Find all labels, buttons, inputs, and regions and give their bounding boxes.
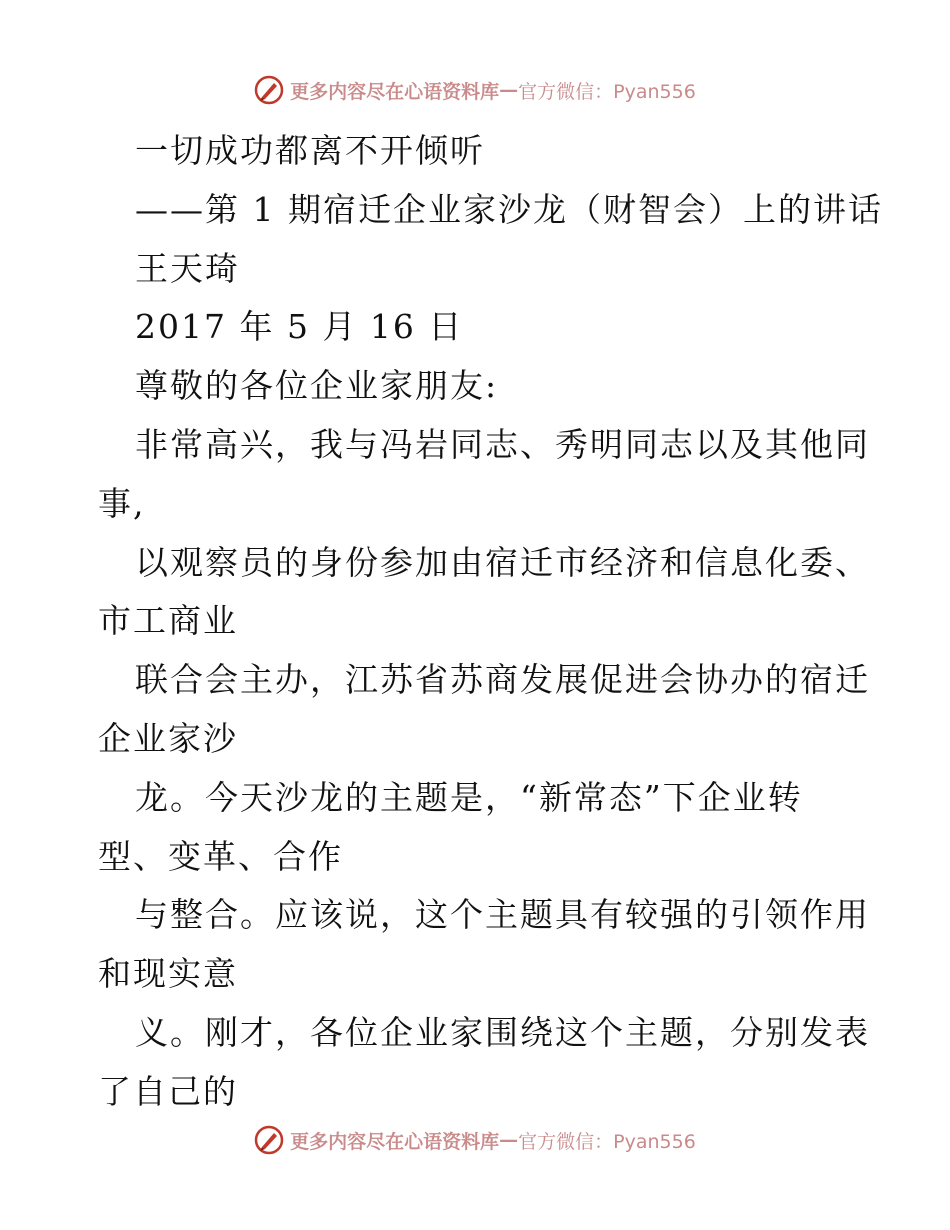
text-line: 王天琦	[135, 248, 240, 288]
text-line: 2017 年 5 月 16 日	[135, 307, 464, 347]
text-line: 龙。今天沙龙的主题是，“新常态”下企业转	[135, 777, 803, 817]
text-line: 联合会主办，江苏省苏商发展促进会协办的宿迁	[135, 660, 870, 700]
text-line: 尊敬的各位企业家朋友:	[135, 366, 499, 406]
text-line: 了自己的	[98, 1071, 238, 1111]
text-line: 事,	[98, 483, 146, 523]
text-line: 一切成功都离不开倾听	[135, 131, 485, 170]
footer-banner	[0, 1120, 950, 1160]
text-line: 市工商业	[98, 601, 238, 641]
text-line: 企业家沙	[98, 718, 238, 758]
text-line: 非常高兴，我与冯岩同志、秀明同志以及其他同	[135, 424, 870, 464]
banner-wechat: 官方微信：Pyan556	[518, 1130, 696, 1153]
text-line: 义。刚才，各位企业家围绕这个主题，分别发表	[135, 1012, 870, 1052]
text-line: 和现实意	[98, 954, 238, 994]
pen-logo-icon	[254, 75, 284, 105]
banner-separator: —	[499, 79, 519, 101]
pen-logo-icon	[254, 1125, 284, 1155]
banner-title: 更多内容尽在心语资料库	[290, 80, 500, 103]
banner-title: 更多内容尽在心语资料库	[290, 1130, 500, 1153]
text-line: 与整合。应该说，这个主题具有较强的引领作用	[135, 895, 870, 935]
banner-wechat: 官方微信：Pyan556	[518, 80, 696, 103]
text-line: ——第 1 期宿迁企业家沙龙（财智会）上的讲话	[135, 189, 883, 229]
document-body	[98, 122, 883, 1122]
header-banner	[0, 70, 950, 110]
text-line: 型、变革、合作	[98, 836, 343, 876]
text-line: 以观察员的身份参加由宿迁市经济和信息化委、	[135, 542, 870, 582]
banner-separator: —	[499, 1129, 519, 1151]
